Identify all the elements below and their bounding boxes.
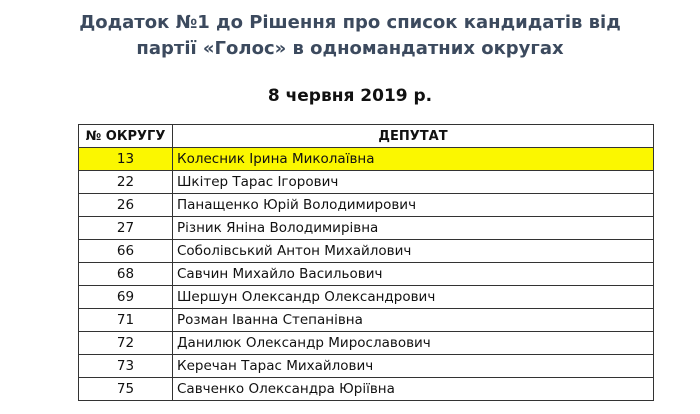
- table-row: [79, 263, 654, 286]
- deputy-name: Розман Іванна Степанівна: [173, 309, 654, 332]
- deputy-name: Соболівський Антон Михайлович: [173, 240, 654, 263]
- document-title: [0, 10, 700, 62]
- district-number: 72: [79, 332, 173, 355]
- district-number: 68: [79, 263, 173, 286]
- deputy-name: Савчин Михайло Васильович: [173, 263, 654, 286]
- district-number: 26: [79, 194, 173, 217]
- district-number: 22: [79, 171, 173, 194]
- deputy-column-header: ДЕПУТАТ: [173, 125, 654, 148]
- table-row: [79, 309, 654, 332]
- deputy-name: Керечан Тарас Михайлович: [173, 355, 654, 378]
- table-row: [79, 286, 654, 309]
- deputy-name: Шершун Олександр Олександрович: [173, 286, 654, 309]
- deputy-name: Колесник Ірина Миколаївна: [173, 148, 654, 171]
- table-row: [79, 240, 654, 263]
- district-number: 71: [79, 309, 173, 332]
- deputy-name: Панащенко Юрій Володимирович: [173, 194, 654, 217]
- table-row: [79, 378, 654, 401]
- deputy-name: Савченко Олександра Юріївна: [173, 378, 654, 401]
- deputy-name: Шкітер Тарас Ігорович: [173, 171, 654, 194]
- title-line-1: Додаток №1 до Рішення про список кандидатів від: [79, 12, 621, 33]
- table-row: [79, 217, 654, 240]
- deputy-name: Данилюк Олександр Мирославович: [173, 332, 654, 355]
- district-number: 75: [79, 378, 173, 401]
- deputy-name: Різник Яніна Володимирівна: [173, 217, 654, 240]
- district-number: 69: [79, 286, 173, 309]
- district-number: 27: [79, 217, 173, 240]
- district-column-header: № ОКРУГУ: [79, 125, 173, 148]
- district-number: 73: [79, 355, 173, 378]
- table-row: [79, 332, 654, 355]
- district-number: 66: [79, 240, 173, 263]
- table-row: [79, 355, 654, 378]
- table-header-row: [79, 125, 654, 148]
- document-date: 8 червня 2019 р.: [267, 86, 433, 106]
- table-row: [79, 171, 654, 194]
- title-line-2: партії «Голос» в одномандатних округах: [136, 38, 564, 59]
- candidates-table: [78, 124, 654, 401]
- district-number: 13: [79, 148, 173, 171]
- table-row: [79, 194, 654, 217]
- table-row: [79, 148, 654, 171]
